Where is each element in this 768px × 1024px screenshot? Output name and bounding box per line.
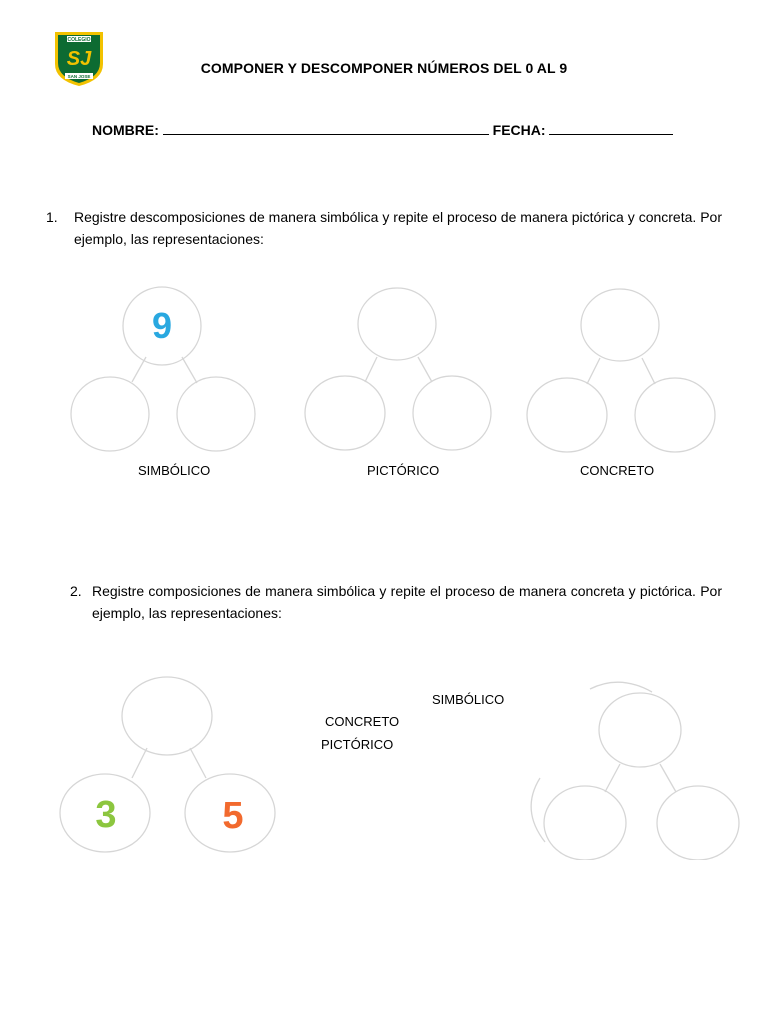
- question-2-diagrams: [0, 670, 768, 860]
- label-concreto-2: CONCRETO: [325, 714, 400, 729]
- part-circle-left[interactable]: [305, 376, 385, 450]
- part-circle-right[interactable]: [177, 377, 255, 451]
- logo-letters: SJ: [66, 48, 92, 70]
- whole-circle[interactable]: [358, 288, 436, 360]
- question-1-text: Registre descomposiciones de manera simbólica y repite el proceso de manera pictórica y concreta. Por ejemplo, las representaciones:: [74, 209, 722, 247]
- arc-decoration: [531, 778, 545, 842]
- question-1: [46, 206, 722, 250]
- question-1-number: 1.: [46, 209, 58, 225]
- number-bond-concrete: [527, 289, 715, 452]
- arc-decoration: [590, 682, 652, 692]
- school-logo: [53, 30, 105, 88]
- name-label: NOMBRE:: [92, 122, 159, 138]
- question-2: [70, 580, 722, 624]
- label-pictorico-2: PICTÓRICO: [321, 737, 394, 752]
- label-simbolico: SIMBÓLICO: [138, 463, 211, 478]
- whole-circle[interactable]: [122, 677, 212, 755]
- part-number-five: 5: [222, 795, 244, 837]
- question-1-diagrams: [0, 280, 768, 480]
- date-field[interactable]: [549, 120, 673, 135]
- part-circle-right[interactable]: [657, 786, 739, 860]
- label-concreto: CONCRETO: [580, 463, 655, 478]
- logo-top-text: COLEGIO: [67, 37, 91, 43]
- date-label: FECHA:: [492, 122, 546, 138]
- part-number-three: 3: [95, 794, 117, 836]
- whole-circle[interactable]: [599, 693, 681, 767]
- part-circle-right[interactable]: [413, 376, 491, 450]
- logo-bottom-text: SAN JOSE: [67, 74, 91, 79]
- part-circle-right[interactable]: [635, 378, 715, 452]
- part-circle-left[interactable]: [544, 786, 626, 860]
- number-bond-blank: [531, 682, 739, 860]
- name-field[interactable]: [163, 120, 489, 135]
- label-simbolico-2: SIMBÓLICO: [432, 692, 505, 707]
- question-2-text: Registre composiciones de manera simbólica y repite el proceso de manera concreta y pictórica. Por ejemplo, las representaciones:: [92, 583, 722, 621]
- part-circle-left[interactable]: [71, 377, 149, 451]
- worksheet-title: COMPONER Y DESCOMPONER NÚMEROS DEL 0 AL 9: [200, 60, 568, 76]
- example-number-nine: 9: [151, 305, 173, 346]
- question-2-number: 2.: [70, 583, 82, 599]
- number-bond-pictorial: [305, 288, 491, 450]
- label-pictorico: PICTÓRICO: [367, 463, 440, 478]
- name-date-row: [92, 120, 673, 138]
- part-circle-left[interactable]: [527, 378, 607, 452]
- whole-circle[interactable]: [581, 289, 659, 361]
